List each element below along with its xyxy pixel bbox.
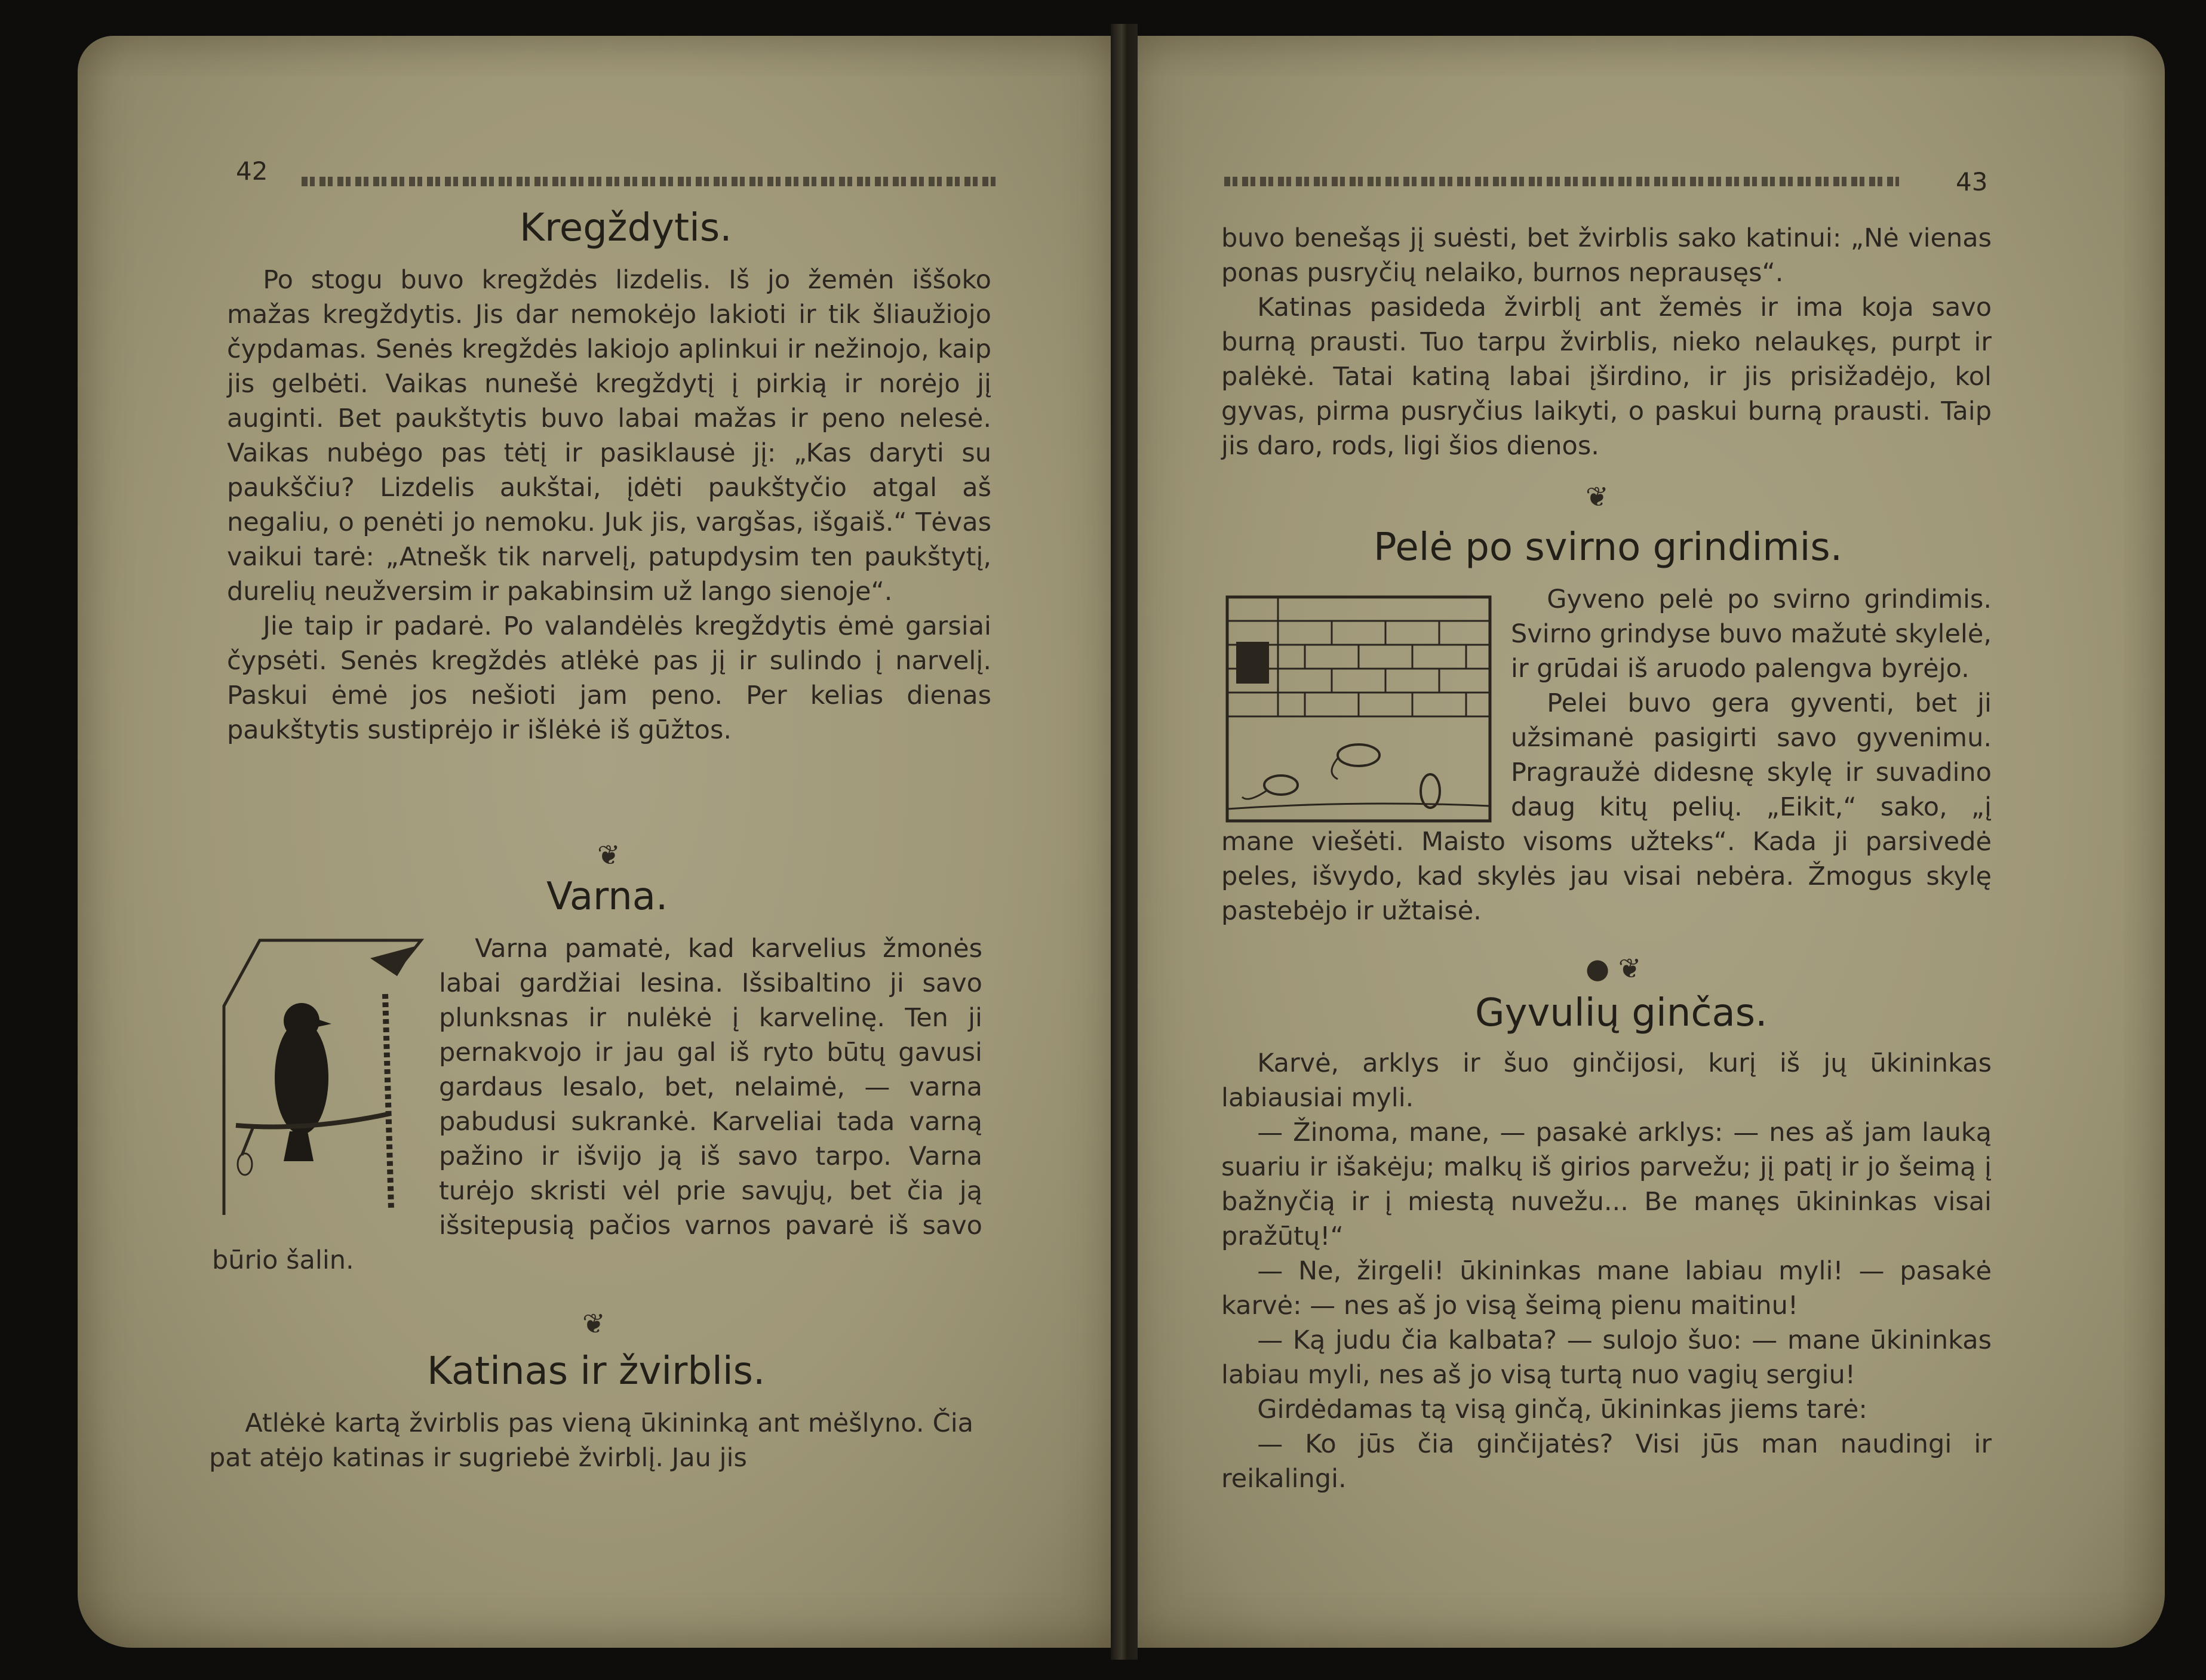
paragraph: Jie taip ir padarė. Po valandėlės kregždytis ėmė garsiai čypsėti. Senės kregždės atlėkė pas jį ir sulindo į narvelį. Paskui ėmė jos nešioti jam peno. Per kelias dienas paukštytis sustiprėjo ir išlėkė iš gūžtos. <box>227 611 991 745</box>
paragraph: Karvė, arklys ir šuo ginčijosi, kurį iš jų ūkininkas labiausiai myli. <box>1221 1048 1992 1113</box>
paragraph: Gyveno pelė po svirno grindimis. Svirno grindyse buvo mažutė skylelė, ir grūdai iš aruodo palengva byrėjo. <box>1511 584 1992 684</box>
story-kregzdytis <box>227 263 991 747</box>
title-varna: Varna. <box>546 875 668 919</box>
page-number-left: 42 <box>236 156 268 186</box>
story-katinas-start <box>209 1406 973 1475</box>
title-pele: Pelė po svirno grindimis. <box>1374 525 1843 570</box>
book-gutter <box>1111 24 1138 1660</box>
leaf-ornament-icon: ❦ <box>597 839 620 871</box>
paragraph: buvo benešąs jį suėsti, bet žvirblis sako katinui: „Nė vienas ponas pusryčių nelaiko, burnos neprausęs“. <box>1221 223 1992 288</box>
paragraph: Girdėdamas tą visą ginčą, ūkininkas jiems tarė: <box>1257 1395 1867 1424</box>
page-number-right: 43 <box>1956 167 1988 196</box>
header-rule-right <box>1224 177 1899 186</box>
paragraph: — Ne, žirgeli! ūkininkas mane labiau myli! — pasakė karvė: — nes aš jo visą šeimą pienu maitinu! <box>1221 1256 1992 1321</box>
mouse-granary-illustration <box>1224 594 1493 824</box>
paragraph: — Ko jūs čia ginčijatės? Visi jūs man naudingi ir reikalingi. <box>1221 1429 1992 1494</box>
paragraph: Katinas pasideda žvirblį ant žemės ir ima koja savo burną prausti. Tuo tarpu žvirblis, nieko nelaukęs, purpt ir palėkė. Tatai katiną labai įširdino, ir jis prisižadėjo, kol gyvas, pirma pusryčius laikyti, o paskui burną prausti. Taip jis daro, rods, ligi šios dienos. <box>1221 293 1992 461</box>
paragraph: — Žinoma, mane, — pasakė arklys: — nes aš jam lauką suariu ir išakėju; malkų iš girios parvežu; jį patį ir jo šeimą į bažnyčią ir į miestą nuvežu... Be manęs ūkininkas visai pražūtų!“ <box>1221 1118 1992 1251</box>
paragraph: — Ką judu čia kalbata? — sulojo šuo: — mane ūkininkas labiau myli, nes aš jo visą turtą nuo vagių sergiu! <box>1221 1325 1992 1390</box>
crow-illustration <box>218 934 427 1221</box>
leaf-ornament-icon: ❦ <box>582 1307 606 1340</box>
header-rule-left <box>302 177 997 186</box>
title-katinas: Katinas ir žvirblis. <box>427 1349 766 1393</box>
title-gyvuliu: Gyvulių ginčas. <box>1475 991 1768 1035</box>
story-gyvuliu <box>1221 1046 1992 1496</box>
leaf-ornament-icon: ❦ <box>1586 481 1609 513</box>
title-kregzdytis: Kregždytis. <box>520 206 732 250</box>
paragraph: Po stogu buvo kregždės lizdelis. Iš jo žemėn iššoko mažas kregždytis. Jis dar nemokėjo lakioti ir tik šliaužiojo čypdamas. Senės kregždės lakiojo aplinkui ir nežinojo, kaip jis gelbėti. Vaikas nunešė kregždytį į pirkią ir norėjo jį auginti. Bet paukštytis buvo labai mažas ir peno nelesė. Vaikas nubėgo pas tėtį ir pasiklausė jį: „Kas daryti su paukščiu? Lizdelis aukštai, įdėti paukštyčio atgal aš negaliu, o penėti jo nemoku. Juk jis, vargšas, išgaiš.“ Tėvas vaikui tarė: „Atnešk tik narvelį, patupdysim ten paukštytį, durelių neužversim ir pakabinsim už lango sienoje“. <box>227 265 991 607</box>
paragraph: Pelei buvo gera gyventi, bet ji užsimanė pasigirti savo gyvenimu. Pragraužė didesnę skylę ir suvadino daug kitų pelių. „Eikit,“ sako, „į mane viešėti. Maisto visoms užteks“. Kada ji parsivedė peles, išvydo, kad skylės jau visai nebėra. Žmogus skylę pastebėjo ir užtaisė. <box>1221 688 1992 926</box>
story-katinas-cont <box>1221 221 1992 463</box>
leaf-ornament-icon: ● ❦ <box>1586 952 1642 984</box>
paragraph: Atlėkė kartą žvirblis pas vieną ūkininką ant mėšlyno. Čia pat atėjo katinas ir sugriebė žvirblį. Jau jis <box>209 1408 973 1473</box>
paragraph: Varna pamatė, kad karvelius žmonės labai gardžiai lesina. Išsibaltino ji savo plunksnas ir nulėkė į karvelinę. Ten ji pernakvojo ir jau gal iš ryto būtų gavusi gardaus lesalo, bet, nelaimė, — varna pabudusi sukrankė. Karveliai tada varną pažino ir išvijo ją iš savo tarpo. Varna turėjo skristi vėl prie savųjų, bet čia ją išsitepusią pačios varnos pavarė iš savo būrio šalin. <box>212 934 982 1275</box>
